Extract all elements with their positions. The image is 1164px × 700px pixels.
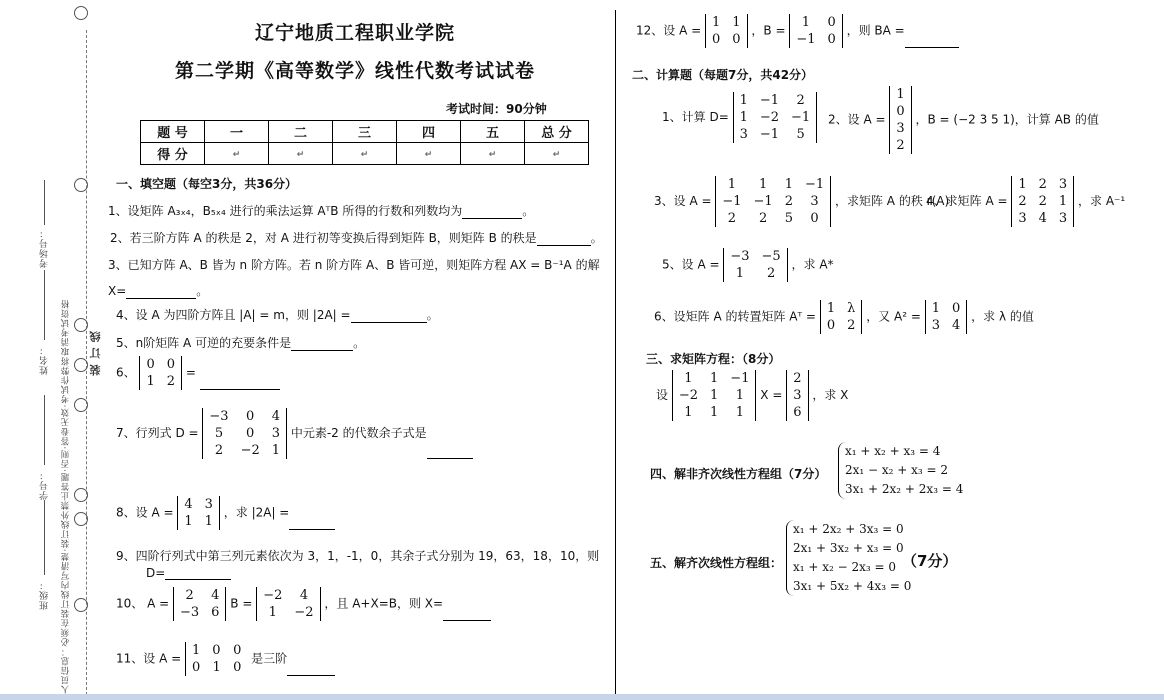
section5-points: （7分） (902, 552, 958, 570)
equation: 2x₁ − x₂ + x₃ = 2 (845, 463, 949, 477)
question-12 (636, 14, 959, 48)
score-cell: 题 号 (141, 121, 205, 143)
answer-blank[interactable] (443, 608, 491, 621)
matrix-entry: 1 (801, 15, 811, 30)
matrix-entry: 0 (233, 660, 242, 675)
binding-hole (74, 6, 88, 20)
matrix-entry: 0 (146, 357, 155, 372)
answer-blank[interactable] (537, 233, 591, 246)
matrix-entry: 1 (739, 110, 748, 125)
matrix-q10-b (256, 587, 320, 621)
matrix-entry: 1 (1058, 194, 1068, 209)
binding-hole (74, 598, 88, 612)
question-text: 8、设 A = (116, 505, 174, 520)
section4-title: 四、解非齐次线性方程组（7分） (650, 467, 827, 481)
answer-blank[interactable] (165, 567, 231, 580)
matrix-s3-a (672, 370, 757, 421)
matrix-entry: 5 (796, 127, 805, 142)
matrix-entry: 0 (212, 643, 221, 658)
question-2: 2、若三阶方阵 A 的秩是 2，对 A 进行初等变换后得到矩阵 B，则矩阵 B 的秩是 。 (110, 231, 603, 245)
matrix-entry: 4 (299, 588, 309, 603)
calc-4 (926, 176, 1125, 227)
matrix-entry: 2 (727, 211, 737, 226)
matrix-entry: −3 (180, 605, 200, 620)
score-cell[interactable]: ↵ (269, 143, 333, 165)
matrix-entry: 3 (793, 388, 802, 403)
calc-1 (662, 92, 817, 143)
question-text: ，B = (751, 23, 786, 38)
question-text: ，又 A² = (866, 309, 921, 324)
question-3 (108, 256, 600, 273)
exam-no-blank (44, 180, 45, 225)
equation-system (838, 442, 963, 499)
matrix-entry: −2 (678, 388, 699, 403)
matrix-entry: 4 (1038, 211, 1047, 226)
matrix-entry: 3 (931, 318, 941, 333)
matrix-entry: 1 (710, 371, 719, 386)
question-5: 5、n阶矩阵 A 可逆的充要条件是 。 (116, 336, 366, 350)
matrix-entry: 0 (246, 426, 255, 441)
binding-hole (74, 488, 88, 502)
matrix-entry: 0 (192, 660, 201, 675)
matrix-entry: 3 (896, 121, 905, 136)
score-cell[interactable]: ↵ (333, 143, 397, 165)
matrix-entry: 6 (793, 405, 802, 420)
calc-2 (828, 86, 1099, 154)
matrix-c6-a (820, 300, 863, 334)
score-cell[interactable]: ↵ (397, 143, 461, 165)
matrix-entry: 1 (735, 388, 745, 403)
homogeneous-system (786, 520, 911, 596)
matrix-entry: 3 (204, 497, 213, 512)
question-text: ，求 A⁻¹ (1078, 194, 1126, 208)
matrix-entry: 3 (1018, 211, 1027, 226)
matrix-entry: 3 (810, 194, 819, 209)
matrix-q12-b (789, 14, 842, 48)
answer-blank[interactable] (905, 35, 959, 48)
determinant-q7 (202, 408, 287, 459)
question-text: 是三阶 (251, 651, 288, 666)
question-text: 5、n阶矩阵 A 可逆的充要条件是 (116, 336, 292, 350)
question-7 (116, 408, 473, 459)
margin-warning-text: 人员信息：必须在装订线内写清楚·装订线外禁止答题·否则·答卷无效·考试作弊将取消考试资格 (61, 299, 71, 694)
matrix-entry: 0 (827, 15, 836, 30)
matrix-s3-b (786, 370, 808, 421)
equation: x₁ + x₂ + x₃ = 4 (845, 444, 941, 458)
matrix-entry: 1 (784, 177, 793, 192)
matrix-entry: −5 (761, 249, 781, 264)
matrix-entry: −1 (759, 127, 780, 142)
exam-time: 考试时间：90分钟 (446, 102, 547, 116)
matrix-entry: 4 (211, 588, 220, 603)
binding-hole (74, 512, 88, 526)
matrix-entry: 1 (931, 301, 941, 316)
calc-6 (654, 300, 1034, 334)
matrix-entry: 2 (847, 318, 856, 333)
matrix-equation (656, 370, 848, 421)
binding-hole (74, 398, 88, 412)
matrix-entry: 0 (712, 32, 721, 47)
section5-title: 五、解齐次线性方程组： (650, 556, 783, 570)
matrix-entry: −2 (759, 110, 780, 125)
matrix-entry: 0 (246, 409, 255, 424)
question-text: 7、行列式 D = (116, 426, 199, 440)
exam-no-label: 考场号： (40, 228, 50, 268)
question-9 (116, 547, 599, 564)
question-text: 6、设矩阵 A 的转置矩阵 Aᵀ = (654, 309, 816, 324)
question-text: 11、设 A = (116, 651, 182, 666)
equation: 3x₁ + 2x₂ + 2x₃ = 4 (845, 482, 964, 496)
matrix-entry: −2 (263, 588, 283, 603)
matrix-entry: 0 (166, 357, 176, 372)
score-cell: 得 分 (141, 143, 205, 165)
question-text: 4、设 A 为四阶方阵且 |A| = m，则 |2A| = (116, 308, 351, 322)
score-cell: 总 分 (525, 121, 589, 143)
answer-blank[interactable] (291, 338, 353, 351)
matrix-entry: 5 (784, 211, 793, 226)
score-cell: 五 (461, 121, 525, 143)
calc-3 (654, 176, 949, 227)
matrix-entry: 2 (766, 266, 776, 281)
question-text: ，求 X (812, 388, 849, 402)
matrix-entry: 1 (204, 514, 213, 529)
score-cell[interactable]: ↵ (205, 143, 269, 165)
answer-blank[interactable] (351, 310, 427, 323)
question-9-answer (146, 566, 231, 580)
matrix-entry: 1 (826, 301, 836, 316)
score-table (140, 120, 589, 165)
matrix-entry: 2 (166, 374, 176, 389)
score-header-row (141, 121, 589, 143)
answer-blank[interactable] (200, 377, 280, 390)
question-1: 1、设矩阵 A₃ₓ₄，B₅ₓ₄ 进行的乘法运算 AᵀB 所得的行数和列数均为 。 (108, 204, 535, 218)
matrix-entry: 1 (710, 405, 719, 420)
question-text: 设 (656, 388, 669, 402)
matrix-entry: 0 (826, 318, 836, 333)
matrix-q11 (185, 642, 247, 676)
matrix-c6-b (925, 300, 968, 334)
question-3-answer: X= 。 (108, 284, 209, 298)
equation-system (786, 520, 911, 596)
binding-hole (74, 358, 88, 372)
matrix-entry: 0 (810, 211, 819, 226)
question-text: X = (760, 388, 783, 402)
class-label: 班级： (40, 580, 50, 610)
question-text: 5、设 A = (662, 257, 720, 272)
matrix-entry: 0 (233, 643, 242, 658)
answer-blank[interactable] (289, 517, 335, 530)
matrix-entry: −2 (240, 443, 260, 458)
matrix-entry: −1 (722, 194, 742, 209)
student-id-label: 学号： (40, 470, 50, 500)
matrix-entry: 1 (212, 660, 221, 675)
matrix-entry: 6 (211, 605, 220, 620)
matrix-entry: 1 (758, 177, 768, 192)
question-text: 6、 (116, 365, 136, 380)
matrix-entry: 1 (732, 15, 741, 30)
question-10 (116, 587, 491, 621)
section2-title: 二、计算题（每题7分，共42分） (632, 68, 814, 82)
matrix-entry: 4 (184, 497, 193, 512)
matrix-entry: 3 (739, 127, 748, 142)
answer-blank[interactable] (462, 206, 522, 219)
matrix-entry: −1 (796, 32, 816, 47)
right-column (620, 0, 1164, 700)
score-cell[interactable]: ↵ (461, 143, 525, 165)
matrix-entry: 5 (214, 426, 224, 441)
matrix-entry: 1 (735, 405, 745, 420)
matrix-entry: 2 (1038, 177, 1047, 192)
matrix-entry: 2 (758, 211, 768, 226)
matrix-entry: −1 (753, 194, 773, 209)
question-8 (116, 496, 335, 530)
matrix-entry: 1 (684, 405, 693, 420)
binding-margin (0, 0, 102, 700)
binding-hole (74, 318, 88, 332)
binding-hole (74, 178, 88, 192)
answer-blank[interactable] (427, 446, 473, 459)
matrix-entry: λ (847, 301, 856, 316)
matrix-entry: 1 (896, 87, 905, 102)
question-text: ，求 |2A| = (223, 505, 290, 520)
question-text: ，B = (−2 3 5 1)，计算 AB 的值 (915, 112, 1099, 127)
score-value-row (141, 143, 589, 165)
matrix-q8 (177, 496, 220, 530)
question-text: 4、求矩阵 A = (926, 194, 1008, 208)
matrix-entry: 3 (271, 426, 281, 441)
equation: 2x₁ + 3x₂ + x₃ = 0 (793, 541, 904, 555)
matrix-entry: −2 (294, 605, 314, 620)
determinant-c1 (733, 92, 818, 143)
question-text: 9、四阶行列式中第三列元素依次为 3，1，-1，0，其余子式分别为 19，63，18，10，则 (116, 549, 600, 563)
matrix-entry: 2 (214, 443, 224, 458)
matrix-entry: 4 (952, 318, 961, 333)
matrix-entry: 2 (796, 93, 805, 108)
matrix-entry: 1 (184, 514, 193, 529)
matrix-entry: 1 (710, 388, 719, 403)
college-name: 辽宁地质工程职业学院 (254, 22, 455, 44)
question-text: 3、已知方阵 A、B 皆为 n 阶方阵。若 n 阶方阵 A、B 皆可逆，则矩阵方程 AX = B⁻¹A 的解 (108, 258, 600, 272)
matrix-entry: 1 (192, 643, 201, 658)
matrix-c2 (889, 86, 911, 154)
equation: x₁ + x₂ − 2x₃ = 0 (793, 560, 897, 574)
matrix-entry: 0 (896, 104, 905, 119)
matrix-entry: 4 (271, 409, 281, 424)
section3-title: 三、求矩阵方程：（8分） (646, 352, 781, 366)
question-text: ，则 BA = (846, 23, 905, 38)
question-text: 2、若三阶方阵 A 的秩是 2，对 A 进行初等变换后得到矩阵 B，则矩阵 B 的秩是 (110, 231, 537, 245)
question-4: 4、设 A 为四阶方阵且 |A| = m，则 |2A| = 。 (116, 308, 439, 322)
matrix-entry: 3 (1058, 211, 1068, 226)
matrix-q12-a (705, 14, 748, 48)
question-text: 2、设 A = (828, 112, 886, 127)
matrix-entry: −1 (791, 110, 811, 125)
question-text: X= (108, 284, 127, 298)
matrix-c3 (715, 176, 831, 227)
matrix-entry: 2 (1038, 194, 1047, 209)
question-text: 12、设 A = (636, 23, 702, 38)
matrix-entry: −3 (209, 409, 229, 424)
score-cell: 四 (397, 121, 461, 143)
equation: x₁ + 2x₂ + 3x₃ = 0 (793, 522, 904, 536)
bottom-edge-bar (0, 694, 1164, 700)
question-text: ，求 A* (791, 257, 834, 272)
matrix-entry: 1 (735, 266, 745, 281)
determinant-q6 (139, 356, 182, 390)
matrix-entry: 1 (739, 93, 748, 108)
matrix-entry: 2 (1018, 194, 1027, 209)
matrix-entry: 1 (727, 177, 737, 192)
score-cell: 三 (333, 121, 397, 143)
binding-line-label: 装 订 线 (89, 330, 102, 376)
question-text: 10、 A = (116, 596, 170, 611)
answer-blank[interactable] (287, 663, 335, 676)
matrix-entry: −1 (730, 371, 750, 386)
matrix-entry: 2 (793, 371, 802, 386)
question-text: ，且 A+X=B，则 X= (324, 596, 444, 611)
section1-title: 一、填空题（每空3分，共36分） (116, 177, 298, 191)
matrix-entry: 1 (1018, 177, 1027, 192)
exam-title: 第二学期《高等数学》线性代数考试试卷 (174, 60, 535, 82)
score-cell: 一 (205, 121, 269, 143)
matrix-entry: 0 (732, 32, 741, 47)
question-text: 中元素-2 的代数余子式是 (290, 426, 427, 440)
matrix-q10-a (173, 587, 226, 621)
matrix-entry: 3 (1058, 177, 1068, 192)
matrix-c5 (723, 248, 787, 282)
question-text: D= (146, 566, 166, 580)
question-text: ，求矩阵 A 的秩 r(A) (834, 194, 950, 208)
question-11 (116, 642, 335, 676)
matrix-entry: 1 (271, 443, 281, 458)
calc-5 (662, 248, 834, 282)
equation: 3x₁ + 5x₂ + 4x₃ = 0 (793, 579, 912, 593)
class-blank (44, 500, 45, 575)
question-text: B = (230, 596, 253, 611)
matrix-entry: −1 (804, 177, 825, 192)
matrix-entry: 1 (684, 371, 693, 386)
question-6: 6、 0 0 1 2 = (116, 356, 280, 390)
question-text: ，求 λ 的值 (971, 309, 1034, 324)
matrix-entry: 2 (896, 138, 905, 153)
answer-blank[interactable] (126, 286, 196, 299)
question-text: 1、计算 D= (662, 110, 729, 124)
column-divider (615, 10, 616, 700)
matrix-entry: 2 (784, 194, 793, 209)
matrix-entry: 0 (827, 32, 836, 47)
matrix-entry: 2 (185, 588, 194, 603)
matrix-entry: 0 (952, 301, 961, 316)
matrix-c4 (1011, 176, 1074, 227)
matrix-entry: 1 (712, 15, 721, 30)
question-text: 3、设 A = (654, 194, 712, 208)
matrix-entry: −1 (759, 93, 780, 108)
matrix-entry: −3 (730, 249, 750, 264)
matrix-entry: 1 (268, 605, 277, 620)
name-blank (44, 270, 45, 340)
score-cell[interactable]: ↵ (525, 143, 589, 165)
left-column (98, 0, 612, 700)
matrix-entry: 1 (146, 374, 155, 389)
name-label: 姓名： (40, 345, 50, 375)
question-text: 1、设矩阵 A₃ₓ₄，B₅ₓ₄ 进行的乘法运算 AᵀB 所得的行数和列数均为 (108, 204, 463, 218)
student-id-blank (44, 395, 45, 465)
score-cell: 二 (269, 121, 333, 143)
nonhomogeneous-system (838, 442, 963, 499)
